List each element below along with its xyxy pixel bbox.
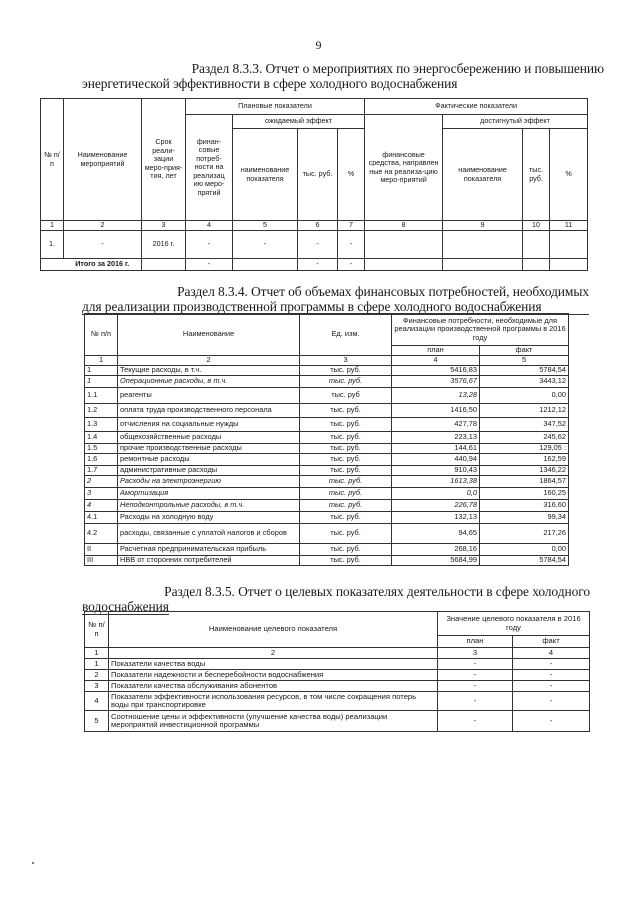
col-num-header: № п/п (85, 314, 118, 356)
table-row (85, 376, 569, 388)
cell-num: 1.5 (85, 444, 118, 454)
cell-plan: - (438, 670, 513, 681)
section-8-3-3-title-line1: Раздел 8.3.3. Отчет о мероприятиях по энергосбережению и повышению (191, 61, 604, 76)
cell-name: общехозяйственные расходы (118, 432, 300, 444)
cell (550, 258, 588, 270)
cell-plan: 132,13 (392, 512, 480, 524)
cell-fact: 1212,12 (480, 404, 569, 418)
plan-fin-header: финан-совые потреб-ности на реализац ию меро-прятий (186, 115, 233, 221)
cell-fact: - (513, 681, 590, 692)
cell-fact: - (513, 692, 590, 711)
cell-name: Показатели эффективности использования ресурсов, в том числе сокращения потерь воды при транспортировке (109, 692, 438, 711)
cell-plan: 0,0 (392, 488, 480, 500)
cell-num: 1 (85, 366, 118, 376)
achieved-effect-header: достигнутый эффект (443, 115, 588, 129)
section-8-3-4-title-line1: Раздел 8.3.4. Отчет об объемах финансовых потребностей, необходимых (177, 284, 589, 299)
cell-name: НВВ от сторонних потребителей (118, 556, 300, 566)
section-8-3-4-heading (82, 284, 589, 315)
cell-plan: 268,16 (392, 544, 480, 556)
cell: - (186, 230, 233, 258)
cell-unit: тыс. руб. (300, 444, 392, 454)
col-number: 1 (85, 356, 118, 366)
cell-unit: тыс. руб. (300, 488, 392, 500)
cell-name: расходы, связанные с уплатой налогов и сборов (118, 524, 300, 544)
col-num-header: № п/п (41, 99, 64, 221)
cell-num: 1.7 (85, 466, 118, 476)
cell-unit: тыс. руб. (300, 556, 392, 566)
cell-plan: 223,13 (392, 432, 480, 444)
fact-fin-header: финансовые средства, направлен ные на реализа-цию меро-приятий (365, 115, 443, 221)
section-8-3-5-title-line2: водоснабжения (82, 599, 169, 614)
cell-plan: 910,43 (392, 466, 480, 476)
cell-name: Соотношение цены и эффективности (улучшение качества воды) реализации мероприятий инвестиционной программы (109, 711, 438, 732)
column-numbers-row (85, 648, 590, 659)
cell-plan: 5416,83 (392, 366, 480, 376)
cell-fact: 5784,54 (480, 556, 569, 566)
table-row (85, 488, 569, 500)
col-number: 9 (443, 221, 523, 231)
cell-num: 4 (85, 692, 109, 711)
fact-header: факт (513, 636, 590, 648)
cell-name: прочие производственные расходы (118, 444, 300, 454)
cell-name: Амортизация (118, 488, 300, 500)
col-number: 11 (550, 221, 588, 231)
cell (365, 230, 443, 258)
cell-name: Текущие расходы, в т.ч. (118, 366, 300, 376)
plan-header: план (438, 636, 513, 648)
cell: - (64, 230, 142, 258)
section-8-3-3-heading (82, 61, 604, 91)
table-row (85, 454, 569, 466)
cell-plan: 5684,99 (392, 556, 480, 566)
cell-plan: - (438, 711, 513, 732)
cell-fact: 0,00 (480, 544, 569, 556)
cell-unit: тыс. руб. (300, 476, 392, 488)
table-row (41, 230, 588, 258)
section-8-3-3-title-line2: энергетической эффективности в сфере холодного водоснабжения (82, 76, 458, 91)
table-row (85, 476, 569, 488)
cell (41, 258, 64, 270)
section-8-3-4-title-line2: для реализации производственной программы в сфере холодного водоснабжения (82, 299, 589, 315)
col-number: 3 (300, 356, 392, 366)
col-num-header: № п/п (85, 612, 109, 648)
col-name-header: Наименование мероприятий (64, 99, 142, 221)
cell-plan: - (438, 659, 513, 670)
col-number: 3 (438, 648, 513, 659)
plan-indicator-header: наименование показателя (233, 129, 298, 221)
cell (523, 258, 550, 270)
fin-needs-header: Финансовые потребности, необходимые для реализации производственной программы в 2016 году (392, 314, 569, 346)
cell: - (186, 258, 233, 270)
col-number: 5 (480, 356, 569, 366)
cell-name: оплата труда производственного персонала (118, 404, 300, 418)
table-row (85, 659, 590, 670)
cell-unit: тыс. руб. (300, 454, 392, 466)
cell-num: II (85, 544, 118, 556)
table-row (85, 388, 569, 404)
col-number: 2 (118, 356, 300, 366)
col-number: 2 (109, 648, 438, 659)
cell-num: 1.2 (85, 404, 118, 418)
cell-unit: тыс. руб. (300, 524, 392, 544)
total-label: Итого за 2016 г. (64, 258, 142, 270)
cell-name: Расходы на электроэнергию (118, 476, 300, 488)
cell-num: 4.2 (85, 524, 118, 544)
cell-num: 1 (85, 376, 118, 388)
col-name-header: Наименование (118, 314, 300, 356)
cell-plan: 13,28 (392, 388, 480, 404)
cell-unit: тыс. руб. (300, 466, 392, 476)
scan-speck (32, 862, 34, 864)
cell-unit: тыс. руб. (300, 418, 392, 432)
cell-num: III (85, 556, 118, 566)
cell-name: административные расходы (118, 466, 300, 476)
cell-unit: тыс. руб. (300, 376, 392, 388)
cell-num: 1.1 (85, 388, 118, 404)
cell-unit: тыс. руб. (300, 366, 392, 376)
cell-fact: 1864,57 (480, 476, 569, 488)
financial-needs-table (84, 313, 569, 566)
col-number: 2 (64, 221, 142, 231)
section-8-3-5-title-line1: Раздел 8.3.5. Отчет о целевых показателях деятельности в сфере холодного (164, 584, 590, 599)
col-number: 5 (233, 221, 298, 231)
cell-num: 1 (85, 659, 109, 670)
table-row (85, 500, 569, 512)
cell-unit: тыс. руб (300, 388, 392, 404)
cell-fact: 99,34 (480, 512, 569, 524)
expected-effect-header: ожидаемый эффект (233, 115, 365, 129)
col-number: 4 (186, 221, 233, 231)
cell-plan: 3576,67 (392, 376, 480, 388)
col-number: 4 (513, 648, 590, 659)
cell-name: Показатели качества обслуживания абонентов (109, 681, 438, 692)
cell-num: 3 (85, 488, 118, 500)
cell-fact: - (513, 659, 590, 670)
cell (523, 230, 550, 258)
cell-num: 1.4 (85, 432, 118, 444)
table-row (85, 366, 569, 376)
cell-plan: 226,78 (392, 500, 480, 512)
cell: - (338, 230, 365, 258)
col-number: 6 (298, 221, 338, 231)
cell-num: 4.1 (85, 512, 118, 524)
cell-name: Показатели надежности и бесперебойности водоснабжения (109, 670, 438, 681)
table-row (85, 512, 569, 524)
col-number: 10 (523, 221, 550, 231)
cell-plan: 1416,50 (392, 404, 480, 418)
column-numbers-row (85, 356, 569, 366)
col-number: 7 (338, 221, 365, 231)
col-number: 4 (392, 356, 480, 366)
cell-fact: 1346,22 (480, 466, 569, 476)
table-row (85, 418, 569, 432)
cell-fact: 217,26 (480, 524, 569, 544)
cell-plan: 440,94 (392, 454, 480, 466)
cell-unit: тыс. руб. (300, 432, 392, 444)
plan-thous-header: тыс. руб. (298, 129, 338, 221)
cell (443, 258, 523, 270)
cell-fact: 347,52 (480, 418, 569, 432)
cell-plan: - (438, 681, 513, 692)
fact-indicator-header: наименование показателя (443, 129, 523, 221)
cell-name: Неподконтрольные расходы, в т.ч. (118, 500, 300, 512)
cell-unit: тыс. руб. (300, 512, 392, 524)
energy-saving-table (40, 98, 588, 271)
cell-fact: 245,62 (480, 432, 569, 444)
cell-num: 4 (85, 500, 118, 512)
cell: - (233, 230, 298, 258)
cell-fact: - (513, 670, 590, 681)
plan-header: план (392, 346, 480, 356)
col-number: 1 (41, 221, 64, 231)
cell-num: 5 (85, 711, 109, 732)
table-row (85, 466, 569, 476)
total-row (41, 258, 588, 270)
cell-num: 1.3 (85, 418, 118, 432)
col-term-header: Срок реали-зации меро-прия-тия, лет (142, 99, 186, 221)
cell-name: Расчетная предпринимательская прибыль (118, 544, 300, 556)
table-row (85, 681, 590, 692)
value-header: Значение целевого показателя в 2016 году (438, 612, 590, 636)
cell-unit: тыс. руб. (300, 404, 392, 418)
page-number: 9 (315, 38, 322, 52)
cell: 2016 г. (142, 230, 186, 258)
cell-plan: 144,61 (392, 444, 480, 454)
cell-name: Показатели качества воды (109, 659, 438, 670)
table-row (85, 544, 569, 556)
cell-fact: 3443,12 (480, 376, 569, 388)
cell-name: Операционные расходы, в т.ч. (118, 376, 300, 388)
cell (550, 230, 588, 258)
cell-fact: 129,05 : (480, 444, 569, 454)
cell-fact: 160,25 (480, 488, 569, 500)
col-unit-header: Ед. изм. (300, 314, 392, 356)
cell-plan: 427,78 (392, 418, 480, 432)
cell-num: 2 (85, 476, 118, 488)
cell-fact: 316,60 (480, 500, 569, 512)
cell-name: отчисления на социальные нужды (118, 418, 300, 432)
table-row (85, 692, 590, 711)
fact-thous-header: тыс. руб. (523, 129, 550, 221)
table-row (85, 432, 569, 444)
table-row (85, 404, 569, 418)
table-row (85, 556, 569, 566)
cell-fact: - (513, 711, 590, 732)
cell-unit: тыс. руб. (300, 544, 392, 556)
col-number: 3 (142, 221, 186, 231)
col-number: 8 (365, 221, 443, 231)
plan-group-header: Плановые показатели (186, 99, 365, 115)
cell-unit: тыс. руб. (300, 500, 392, 512)
plan-percent-header: % (338, 129, 365, 221)
fact-percent-header: % (550, 129, 588, 221)
cell-plan: 94,65 (392, 524, 480, 544)
cell: - (298, 230, 338, 258)
cell-num: 2 (85, 670, 109, 681)
table-row (85, 711, 590, 732)
table-row (85, 670, 590, 681)
cell (443, 230, 523, 258)
cell (365, 258, 443, 270)
column-numbers-row (41, 221, 588, 231)
cell: - (338, 258, 365, 270)
cell: - (298, 258, 338, 270)
cell-name: реагенты (118, 388, 300, 404)
table-row (85, 524, 569, 544)
cell-fact: 162,59 (480, 454, 569, 466)
cell-num: 3 (85, 681, 109, 692)
cell-num: 1.6 (85, 454, 118, 466)
target-indicators-table (84, 611, 590, 732)
cell: 1. (41, 230, 64, 258)
table-row (85, 444, 569, 454)
cell-plan: - (438, 692, 513, 711)
col-number: 1 (85, 648, 109, 659)
col-name-header: Наименование целевого показателя (109, 612, 438, 648)
cell-fact: 5784,54 (480, 366, 569, 376)
fact-group-header: Фактические показатели (365, 99, 588, 115)
cell (142, 258, 186, 270)
cell-name: ремонтные расходы (118, 454, 300, 466)
cell-name: Расходы на холодную воду (118, 512, 300, 524)
cell (233, 258, 298, 270)
fact-header: факт (480, 346, 569, 356)
cell-plan: 1613,38 (392, 476, 480, 488)
cell-fact: 0,00 (480, 388, 569, 404)
